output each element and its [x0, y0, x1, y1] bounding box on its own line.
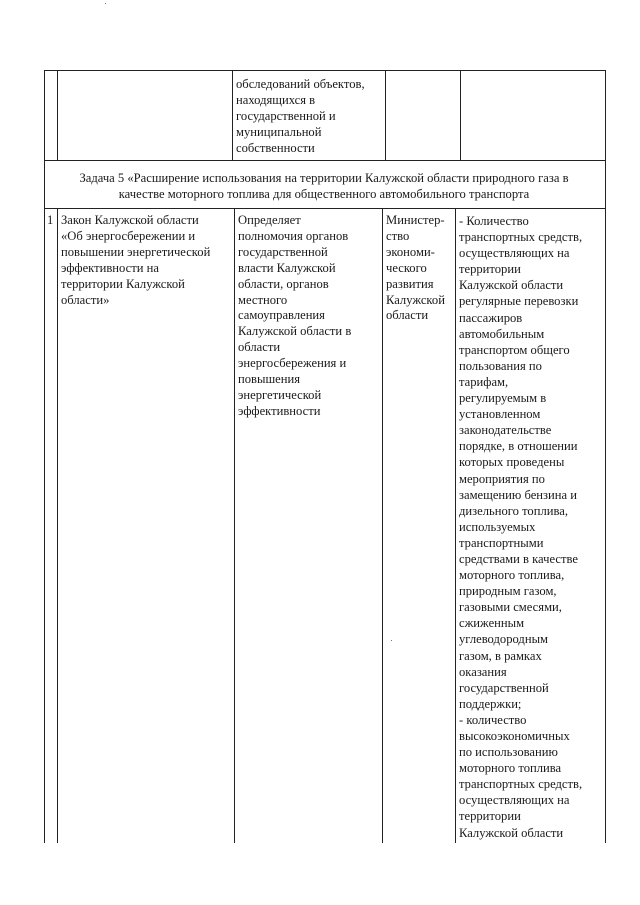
col-divider-3	[382, 208, 383, 843]
col-divider-1	[57, 208, 58, 843]
scan-speck	[391, 640, 392, 641]
row-indicators: - Количество транспортных средств, осуществляющих на территории Калужской области регулярные перевозки пассажиров автомобильным транспортом общего пользования по тарифам, регулируемым в установленном законодательстве порядке, в отношении которых проведены мероприятия по замещению бензина и дизельного топлива, используемых транспортными средствами в качестве моторного топлива, природным газом, газовыми смесями, сжиженным углеводородным газом, в рамках оказания государственной поддержки; - количество высокоэкономичных по использованию моторного топлива транспортных средств, осуществляющих на территории Калужской области	[459, 214, 583, 840]
top-row-description: обследований объектов, находящихся в государственной и муниципальной собственности	[236, 77, 365, 155]
task-heading: Задача 5 «Расширение использования на территории Калужской области природного газа в качестве моторного топлива для общественного автомобильного транспорта	[79, 171, 569, 201]
table-left-border	[44, 208, 45, 843]
row-number: 1	[47, 213, 54, 227]
scan-speck	[105, 3, 106, 4]
task-row-right-border	[605, 160, 606, 209]
row-document: Закон Калужской области «Об энергосбережении и повышении энергетической эффективности на территории Калужской области»	[61, 213, 211, 307]
col-divider-4	[455, 208, 456, 843]
table-left-border-top	[44, 70, 45, 160]
col-divider-2-top	[232, 70, 233, 160]
col-divider-3-top	[385, 70, 386, 160]
table-right-border	[605, 208, 606, 843]
row-top-border	[44, 208, 606, 209]
col-divider-1-top	[57, 70, 58, 160]
table-top-border	[44, 70, 606, 71]
col-divider-2	[234, 208, 235, 843]
task-row-top-border	[44, 160, 606, 161]
row-executor: Министер- ство экономи- ческого развития Калужской области	[386, 213, 445, 323]
col-divider-4-top	[460, 70, 461, 160]
row-description: Определяет полномочия органов государственной власти Калужской области, органов местного самоуправления Калужской области в области энергосбережения и повышения энергетической эффективности	[238, 213, 352, 418]
table-right-border-top	[605, 70, 606, 160]
